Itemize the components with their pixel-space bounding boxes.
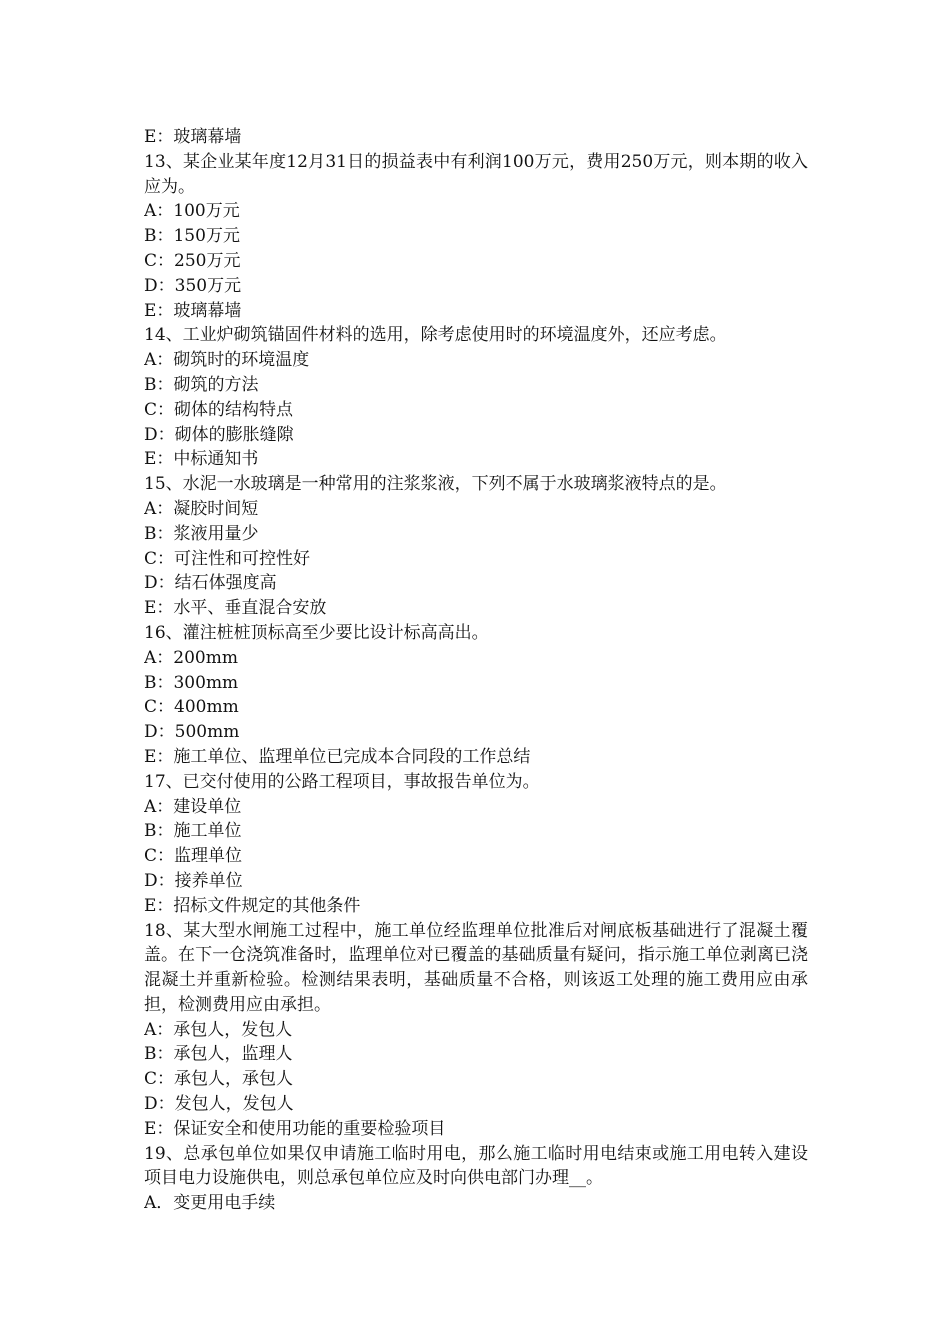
text-line: 16、灌注桩桩顶标高至少要比设计标高高出。 xyxy=(144,622,489,643)
text-line: C：400mm xyxy=(144,697,239,718)
text-line: E：玻璃幕墙 xyxy=(144,300,242,321)
text-line: B：施工单位 xyxy=(144,821,242,842)
text-line: A：建设单位 xyxy=(144,796,242,817)
text-line: B：浆液用量少 xyxy=(144,523,259,544)
text-line: E：中标通知书 xyxy=(144,449,259,470)
text-line: B：150万元 xyxy=(144,226,240,247)
text-line: 14、工业炉砌筑锚固件材料的选用，除考虑使用时的环境温度外，还应考虑。 xyxy=(144,325,727,346)
text-line: E：招标文件规定的其他条件 xyxy=(144,895,361,916)
text-line: E：玻璃幕墙 xyxy=(144,127,242,147)
text-line: D：接养单位 xyxy=(144,870,243,891)
text-line: E：保证安全和使用功能的重要检验项目 xyxy=(144,1118,446,1139)
text-line: E：水平、垂直混合安放 xyxy=(144,598,327,619)
text-line: E：施工单位、监理单位已完成本合同段的工作总结 xyxy=(144,746,531,767)
text-line: D：砌体的膨胀缝隙 xyxy=(144,424,294,445)
text-line: B：砌筑的方法 xyxy=(144,374,259,395)
text-line: A：200mm xyxy=(144,647,238,668)
text-line: A：承包人，发包人 xyxy=(144,1019,293,1040)
text-line: A：100万元 xyxy=(144,201,240,222)
text-line: A：凝胶时间短 xyxy=(144,498,259,519)
text-line: C：承包人，承包人 xyxy=(144,1069,294,1090)
text-line: C：砌体的结构特点 xyxy=(144,399,294,420)
text-line: C：监理单位 xyxy=(144,846,243,867)
question-paragraph: 19、总承包单位如果仅申请施工临时用电，那么施工临时用电结束或施工用电转入建设项目电力设施供电，则总承包单位应及时向供电部门办理__。 xyxy=(144,1143,808,1189)
text-line: D：结石体强度高 xyxy=(144,573,277,594)
text-line: D：发包人，发包人 xyxy=(144,1094,294,1115)
text-line: C：250万元 xyxy=(144,250,241,271)
text-line: D：500mm xyxy=(144,722,240,743)
question-paragraph: 13、某企业某年度12月31日的损益表中有利润100万元，费用250万元，则本期的收入应为。 xyxy=(144,151,808,197)
text-line: 17、已交付使用的公路工程项目，事故报告单位为。 xyxy=(144,771,540,792)
text-line: D：350万元 xyxy=(144,275,242,296)
document-page xyxy=(144,125,808,1216)
text-line: C：可注性和可控性好 xyxy=(144,548,311,569)
text-line: 15、水泥一水玻璃是一种常用的注浆浆液，下列不属于水玻璃浆液特点的是。 xyxy=(144,474,727,495)
text-line: B：承包人，监理人 xyxy=(144,1044,293,1065)
text-line: A．变更用电手续 xyxy=(144,1193,276,1214)
question-paragraph: 18、某大型水闸施工过程中，施工单位经监理单位批准后对闸底板基础进行了混凝土覆盖。在下一仓浇筑准备时，监理单位对已覆盖的基础质量有疑问，指示施工单位剥离已浇混凝土并重新检验。检测结果表明，基础质量不合格，则该返工处理的施工费用应由承担，检测费用应由承担。 xyxy=(144,920,808,1015)
text-line: A：砌筑时的环境温度 xyxy=(144,350,310,371)
text-line: B：300mm xyxy=(144,672,239,693)
